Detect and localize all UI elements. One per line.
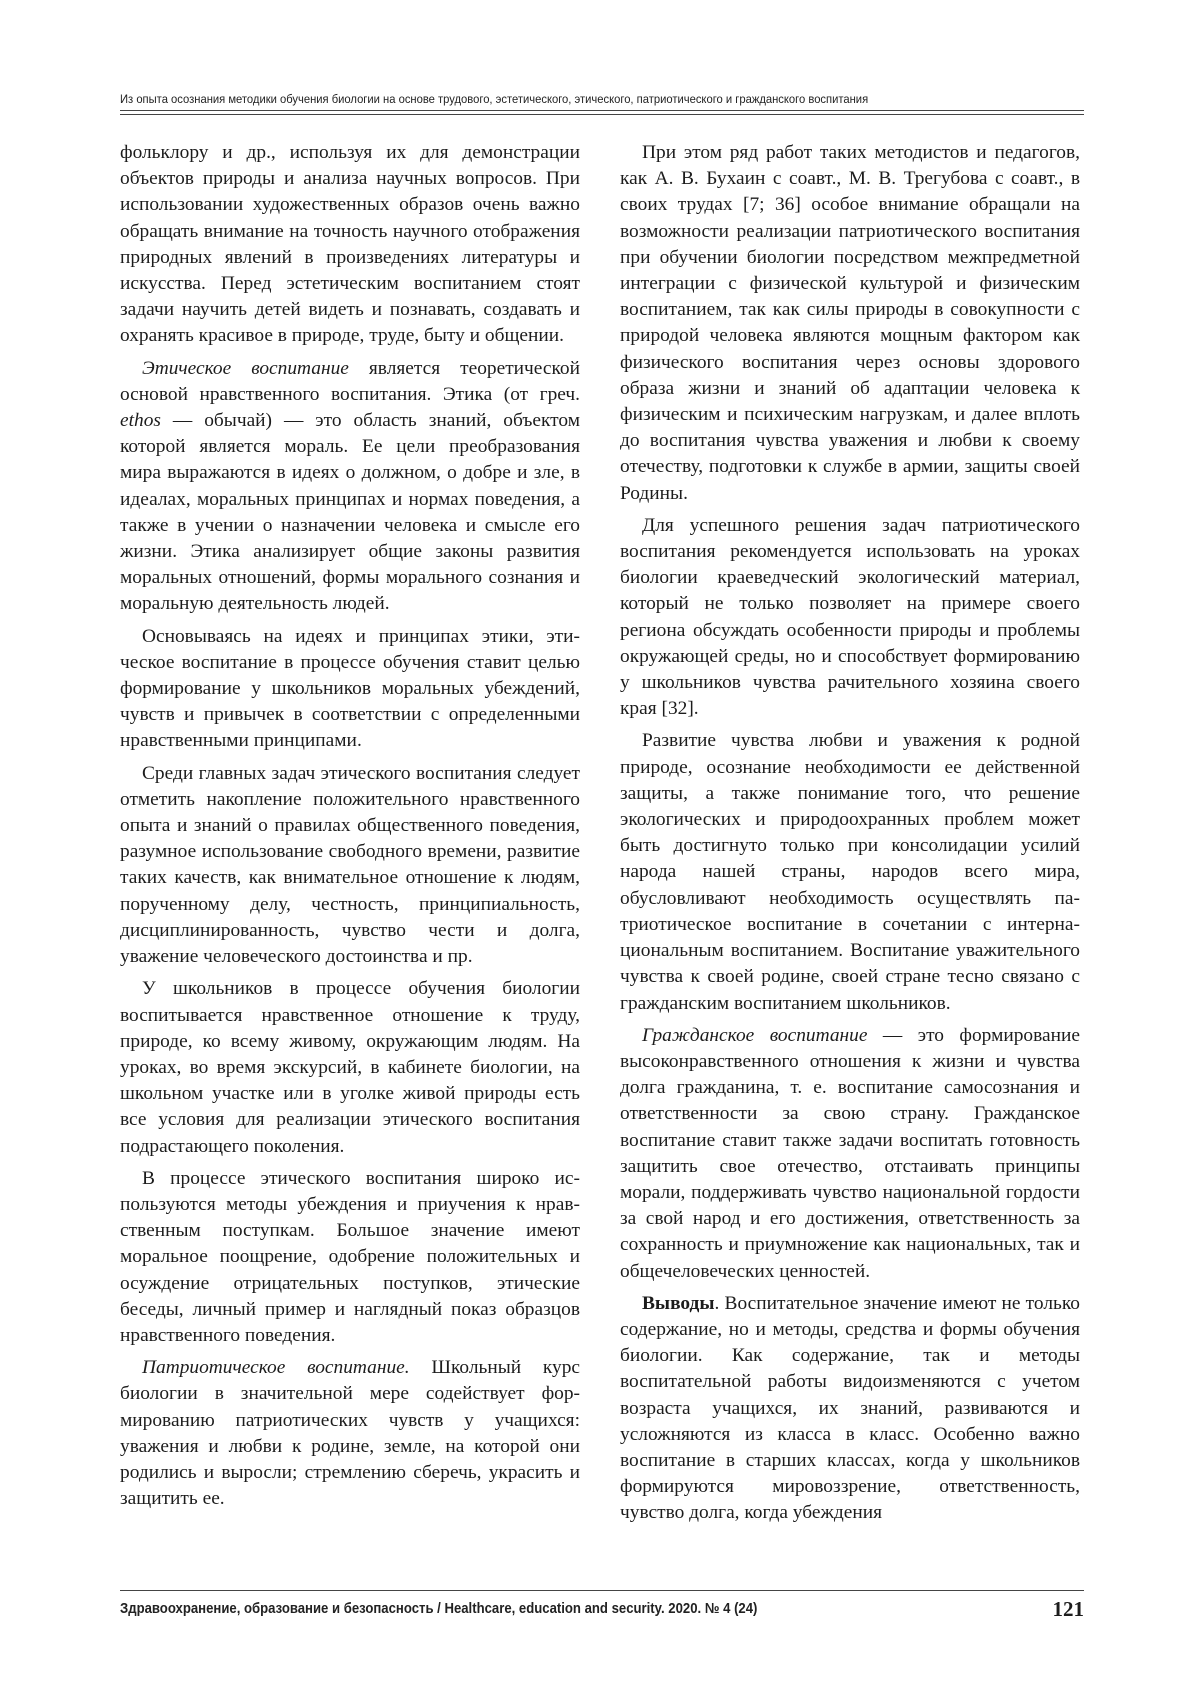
paragraph-text: Для успешного решения задач патриотического воспитания рекомендуется использовать на уроках биологии краеведческий экологический материал, который не только позволяет на примере своего региона обсуждать особенности природы и проблемы окружающей среды, но и способствует формированию у школьников чувства рачительного хозяина своего края [32]. bbox=[620, 514, 1080, 720]
paragraph-lead: Гражданское воспитание bbox=[642, 1024, 868, 1046]
paragraph-text: При этом ряд работ таких методистов и педагогов, как А. В. Бухаин с соавт., М. В. Трегубова с соавт., в своих трудах [7; 36] особое внимание обращали на возможности реализации патриотического воспитания при обучении биологии посредством межпредметной интеграции с физической культурой и физическим воспитанием, так как силы природы в совокупности с природой человека являются мощным фактором как физического воспитания через основы здорового образа жизни и знаний об адаптации человека к физическим и психическим нагрузкам, и далее вплоть до воспитания чувства уважения и любви к своему отечеству, подготовки к службе в армии, защиты своей Родины. bbox=[620, 142, 1080, 504]
paragraph bbox=[620, 140, 1080, 507]
paragraph bbox=[620, 728, 1080, 1016]
footer-rule bbox=[120, 1590, 1084, 1591]
paragraph-text: Школьный курс биологии в значительной мере содействует формированию патриотических чувств у учащихся: уважения и любви к родине, земле, на которой они родились и выросли; стремлению сберечь, украсить и защитить ее. bbox=[120, 1357, 581, 1510]
paragraph-text-continued: — обычай) — это область знаний, объектом которой является мораль. Ее цели преобразования мира выражаются в идеях о должном, о добре и зле, в идеалах, моральных принципах и нормах поведения, а также в учении о назначении человека и смысле его жизни. Этика анализирует общие законы развития моральных отношений, формы морального сознания и моральную деятельность людей. bbox=[120, 410, 580, 615]
right-column bbox=[620, 140, 1080, 1533]
paragraph bbox=[620, 1023, 1080, 1285]
paragraph-text: У школьников в процессе обучения биологии воспитывается нравственное отношение к труду, природе, ко всему живому, окружающим людям. На уроках, во время экскурсий, в кабинете биологии, на школьном участке или в уголке живой природы есть все условия для реализации этического воспитания подрастающего поколения. bbox=[120, 978, 580, 1157]
page-number: 121 bbox=[1052, 1597, 1084, 1621]
paragraph bbox=[120, 1166, 580, 1349]
paragraph-text: фольклору и др., используя их для демонстрации объектов природы и анализа научных вопросов. При использовании художественных образов очень важно обращать внимание на точность научного отображения природных явлений в произведениях литературы и искусства. Перед эстетическим воспитанием стоят задачи научить детей видеть и познавать, создавать и охранять красивое в природе, труде, быту и общении. bbox=[120, 142, 580, 347]
paragraph-text: — это формирование высоконравственного отношения к жизни и чувства долга гражданина, т. е. воспитание самосознания и ответственности за свою страну. Гражданское воспитание ставит также задачи воспитать готовность защитить свое отечество, отстаивать принципы морали, поддерживать чувство национальной гордости за свой народ и его достижения, ответственность за сохранность и приумножение как национальных, так и общечеловеческих ценностей. bbox=[620, 1024, 1080, 1282]
paragraph-text: В процессе этического воспитания широко используются методы убеждения и приучения к нравственным поступкам. Большое значение имеют моральное поощрение, одобрение положительных и осуждение отрицательных поступков, этические беседы, личный пример и наглядный показ образцов нравственного поведения. bbox=[120, 1167, 580, 1346]
paragraph bbox=[120, 356, 580, 618]
header-rule-secondary bbox=[120, 114, 1084, 115]
paragraph bbox=[620, 513, 1080, 723]
paragraph bbox=[620, 1291, 1080, 1527]
paragraph bbox=[120, 1355, 580, 1512]
header-rule bbox=[120, 110, 1084, 111]
paragraph bbox=[120, 624, 580, 755]
paragraph-text: Среди главных задач этического воспитания следует отметить накопление положительного нравственного опыта и знаний о правилах общественного поведения, разумное использование свободного времени, развитие таких качеств, как внимательное отношение к людям, порученному делу, честность, принципиальность, дисциплинированность, чувство чести и долга, уважение человеческого достоинства и пр. bbox=[120, 762, 580, 968]
paragraph-text: Основываясь на идеях и принципах этики, этическое воспитание в процессе обучения ставит целью формирование у школьников моральных убеждений, чувств и привычек в соответствии с определенными нравственными принципами. bbox=[120, 625, 580, 752]
paragraph-text: Развитие чувства любви и уважения к родной природе, осознание необходимости ее действенной защиты, а также понимание того, что решение экологических и природоохранных проблем может быть достигнуто только при консолидации усилий народа нашей страны, народов всего мира, обусловливают необходимость осуществлять патриотическое воспитание в сочетании с интернациональным воспитанием. Воспитание уважительного чувства к своей родине, своей стране тесно связано с гражданским воспитанием школьников. bbox=[620, 730, 1080, 1014]
paragraph-text: является теоретической основой нравственного воспитания. Этика (от греч. bbox=[120, 357, 580, 405]
footer-journal-citation: Здравоохранение, образование и безопасность / Healthcare, education and security. 2020. № 4 (24) bbox=[120, 1601, 758, 1617]
paragraph-lead: Этическое воспитание bbox=[142, 357, 349, 379]
paragraph bbox=[120, 761, 580, 971]
running-head: Из опыта осознания методики обучения биологии на основе трудового, эстетического, этического, патриотического и гражданского воспитания bbox=[120, 92, 869, 106]
paragraph bbox=[120, 976, 580, 1159]
paragraph-text: . Воспитательное значение имеют не только содержание, но и методы, средства и формы обучения биологии. Как содержание, так и методы воспитательной работы видоизменяются с учетом возраста учащихся, их знаний, развиваются и усложняются из класса в класс. Особенно важно воспитание в старших классах, когда у школьников формируются мировоззрение, ответственность, чувство долга, когда убеждения bbox=[620, 1292, 1080, 1524]
left-column bbox=[120, 140, 580, 1518]
term-italic: ethos bbox=[120, 410, 161, 432]
paragraph-lead: Выводы bbox=[642, 1292, 715, 1314]
paragraph bbox=[120, 140, 580, 350]
paragraph-lead: Патриотическое воспитание. bbox=[142, 1357, 410, 1379]
